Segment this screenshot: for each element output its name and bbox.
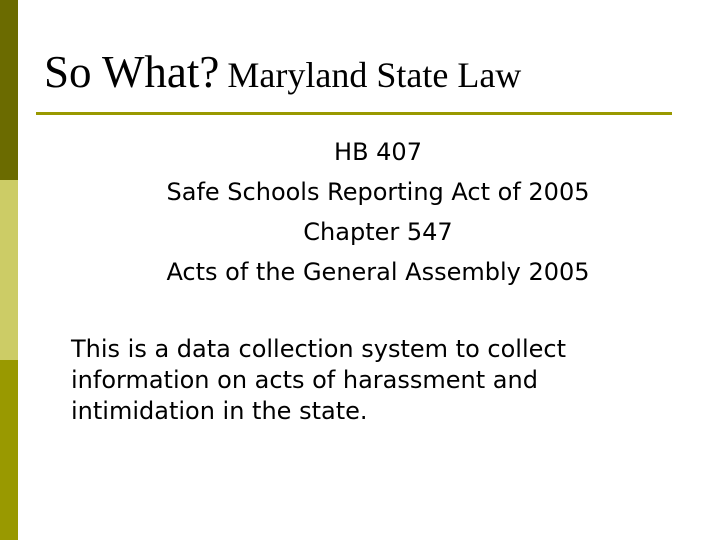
slide-description: This is a data collection system to collect information on acts of harassment and intimidation in the state.: [71, 335, 566, 425]
left-accent-bar-middle: [0, 180, 18, 360]
slide-title-main: So What?: [44, 47, 220, 97]
citation-line-act-name: Safe Schools Reporting Act of 2005: [166, 178, 590, 206]
left-accent-bar-bottom: [0, 360, 18, 540]
slide-title-sub: Maryland State Law: [227, 55, 522, 95]
title-underline-rule: [36, 112, 672, 115]
citation-line-chapter: Chapter 547: [303, 218, 453, 246]
slide-title: [44, 47, 522, 97]
citation-line-bill: HB 407: [334, 138, 422, 166]
citation-line-assembly: Acts of the General Assembly 2005: [166, 258, 590, 286]
law-citation-block: [18, 132, 720, 292]
left-accent-bar-top: [0, 0, 18, 180]
